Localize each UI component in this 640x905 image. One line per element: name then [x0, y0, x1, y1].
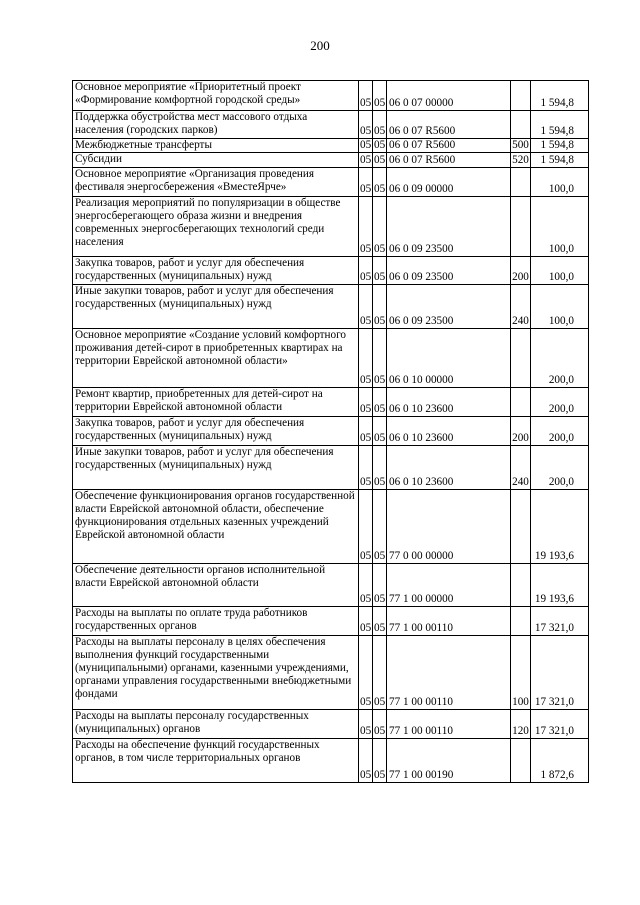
row-target-item-code-cell: 06 0 10 00000 — [387, 329, 511, 388]
row-subsection-code-cell: 05 — [373, 607, 387, 636]
row-expense-type-code-cell — [511, 607, 531, 636]
row-section-code-cell: 05 — [359, 111, 373, 139]
row-name-cell: Обеспечение деятельности органов исполнительной власти Еврейской автономной области — [73, 564, 359, 607]
table-row — [73, 710, 589, 739]
row-target-item-code-cell: 06 0 10 23600 — [387, 446, 511, 490]
table-row — [73, 490, 589, 564]
row-subsection-code-cell: 05 — [373, 446, 387, 490]
row-section-code-cell: 05 — [359, 636, 373, 710]
row-expense-type-code-cell — [511, 168, 531, 197]
row-target-item-code-cell: 77 1 00 00000 — [387, 564, 511, 607]
row-expense-type-code-cell — [511, 564, 531, 607]
row-subsection-code-cell: 05 — [373, 329, 387, 388]
row-section-code-cell: 05 — [359, 81, 373, 111]
row-name-cell: Закупка товаров, работ и услуг для обеспечения государственных (муниципальных) нужд — [73, 417, 359, 446]
row-name-cell: Основное мероприятие «Организация проведения фестиваля энергосбережения «ВместеЯрче» — [73, 168, 359, 197]
row-section-code-cell: 05 — [359, 446, 373, 490]
row-section-code-cell: 05 — [359, 564, 373, 607]
row-subsection-code-cell: 05 — [373, 739, 387, 783]
row-section-code-cell: 05 — [359, 168, 373, 197]
row-amount-cell: 200,0 — [531, 388, 589, 417]
table-row — [73, 607, 589, 636]
row-amount-cell: 100,0 — [531, 197, 589, 257]
row-target-item-code-cell: 77 0 00 00000 — [387, 490, 511, 564]
row-subsection-code-cell: 05 — [373, 417, 387, 446]
row-expense-type-code-cell: 240 — [511, 446, 531, 490]
row-name-cell: Расходы на выплаты персоналу в целях обеспечения выполнения функций государственными (муниципальными) органами, казенными учреждениями, органами управления государственными внебюджетными фондами — [73, 636, 359, 710]
row-expense-type-code-cell: 120 — [511, 710, 531, 739]
table-row — [73, 81, 589, 111]
table-row — [73, 446, 589, 490]
row-amount-cell: 17 321,0 — [531, 607, 589, 636]
row-section-code-cell: 05 — [359, 490, 373, 564]
table-row — [73, 417, 589, 446]
row-section-code-cell: 05 — [359, 329, 373, 388]
row-amount-cell: 100,0 — [531, 257, 589, 285]
row-target-item-code-cell: 06 0 09 00000 — [387, 168, 511, 197]
row-target-item-code-cell: 06 0 07 00000 — [387, 81, 511, 111]
row-name-cell: Расходы на выплаты персоналу государственных (муниципальных) органов — [73, 710, 359, 739]
row-amount-cell: 200,0 — [531, 329, 589, 388]
row-amount-cell: 200,0 — [531, 417, 589, 446]
table-row — [73, 329, 589, 388]
row-name-cell: Ремонт квартир, приобретенных для детей-сирот на территории Еврейской автономной области — [73, 388, 359, 417]
row-subsection-code-cell: 05 — [373, 636, 387, 710]
row-expense-type-code-cell — [511, 329, 531, 388]
row-expense-type-code-cell — [511, 388, 531, 417]
row-section-code-cell: 05 — [359, 285, 373, 329]
row-name-cell: Расходы на выплаты по оплате труда работников государственных органов — [73, 607, 359, 636]
row-name-cell: Закупка товаров, работ и услуг для обеспечения государственных (муниципальных) нужд — [73, 257, 359, 285]
table-row — [73, 111, 589, 139]
row-section-code-cell: 05 — [359, 388, 373, 417]
table-row — [73, 197, 589, 257]
row-subsection-code-cell: 05 — [373, 710, 387, 739]
row-section-code-cell: 05 — [359, 607, 373, 636]
row-subsection-code-cell: 05 — [373, 257, 387, 285]
row-subsection-code-cell: 05 — [373, 81, 387, 111]
row-target-item-code-cell: 06 0 09 23500 — [387, 285, 511, 329]
table-row — [73, 564, 589, 607]
row-section-code-cell: 05 — [359, 417, 373, 446]
table-row — [73, 636, 589, 710]
row-target-item-code-cell: 77 1 00 00110 — [387, 710, 511, 739]
row-expense-type-code-cell: 200 — [511, 417, 531, 446]
row-name-cell: Основное мероприятие «Создание условий комфортного проживания детей-сирот в приобретенных квартирах на территории Еврейской автономной области» — [73, 329, 359, 388]
row-target-item-code-cell: 77 1 00 00110 — [387, 607, 511, 636]
row-amount-cell: 1 872,6 — [531, 739, 589, 783]
row-section-code-cell: 05 — [359, 197, 373, 257]
row-subsection-code-cell: 05 — [373, 388, 387, 417]
row-subsection-code-cell: 05 — [373, 285, 387, 329]
table-row — [73, 139, 589, 153]
row-target-item-code-cell: 06 0 09 23500 — [387, 257, 511, 285]
row-subsection-code-cell: 05 — [373, 168, 387, 197]
row-expense-type-code-cell: 520 — [512, 154, 529, 166]
page-number: 200 — [310, 38, 330, 53]
row-target-item-code-cell: 06 0 07 R5600 — [387, 153, 511, 168]
row-subsection-code-cell: 05 — [373, 564, 387, 607]
row-expense-type-code-cell — [511, 490, 531, 564]
table-row — [73, 168, 589, 197]
row-section-code-cell: 05 — [360, 154, 372, 166]
row-name-cell: Поддержка обустройства мест массового отдыха населения (городских парков) — [73, 111, 359, 139]
row-amount-cell: 100,0 — [531, 168, 589, 197]
row-expense-type-code-cell: 240 — [511, 285, 531, 329]
row-amount-cell: 19 193,6 — [531, 490, 589, 564]
row-target-item-code-cell: 77 1 00 00110 — [387, 636, 511, 710]
row-name-cell: Основное мероприятие «Приоритетный проект «Формирование комфортной городской среды» — [73, 81, 359, 111]
table-row — [73, 153, 589, 168]
row-name-cell: Иные закупки товаров, работ и услуг для обеспечения государственных (муниципальных) нужд — [73, 446, 359, 490]
budget-table — [72, 80, 589, 783]
row-target-item-code-cell: 06 0 10 23600 — [387, 417, 511, 446]
row-expense-type-code-cell — [511, 197, 531, 257]
row-amount-cell: 17 321,0 — [531, 710, 589, 739]
row-amount-cell: 1 594,8 — [531, 111, 589, 139]
table-row — [73, 388, 589, 417]
row-subsection-code-cell: 05 — [374, 154, 386, 166]
row-section-code-cell: 05 — [359, 710, 373, 739]
row-name-cell: Межбюджетные трансферты — [73, 139, 359, 153]
row-target-item-code-cell: 06 0 07 R5600 — [387, 111, 511, 139]
row-amount-cell: 17 321,0 — [531, 636, 589, 710]
row-expense-type-code-cell — [511, 81, 531, 111]
row-target-item-code-cell: 06 0 07 R5600 — [387, 139, 511, 153]
table-row — [73, 285, 589, 329]
table-row — [73, 739, 589, 783]
budget-table-body — [73, 81, 589, 783]
row-amount-cell: 19 193,6 — [531, 564, 589, 607]
row-subsection-code-cell: 05 — [374, 139, 386, 151]
row-amount-cell: 1 594,8 — [531, 153, 589, 168]
row-expense-type-code-cell: 200 — [511, 257, 531, 285]
row-expense-type-code-cell: 100 — [511, 636, 531, 710]
row-name-cell: Обеспечение функционирования органов государственной власти Еврейской автономной области, обеспечение функционирования отдельных казенных учреждений Еврейской автономной области — [73, 490, 359, 564]
row-name-cell: Субсидии — [73, 153, 359, 168]
row-section-code-cell: 05 — [359, 257, 373, 285]
table-row — [73, 257, 589, 285]
row-target-item-code-cell: 77 1 00 00190 — [387, 739, 511, 783]
row-name-cell: Расходы на обеспечение функций государственных органов, в том числе территориальных органов — [73, 739, 359, 783]
row-subsection-code-cell: 05 — [373, 490, 387, 564]
row-subsection-code-cell: 05 — [373, 111, 387, 139]
row-name-cell: Реализация мероприятий по популяризации в обществе энергосберегающего образа жизни и внедрения современных энергосберегающих технологий среди населения — [73, 197, 359, 257]
row-section-code-cell: 05 — [359, 739, 373, 783]
row-target-item-code-cell: 06 0 10 23600 — [387, 388, 511, 417]
row-amount-cell: 1 594,8 — [531, 139, 589, 153]
row-amount-cell: 200,0 — [531, 446, 589, 490]
row-subsection-code-cell: 05 — [373, 197, 387, 257]
row-target-item-code-cell: 06 0 09 23500 — [387, 197, 511, 257]
row-amount-cell: 1 594,8 — [531, 81, 589, 111]
row-amount-cell: 100,0 — [531, 285, 589, 329]
row-expense-type-code-cell: 500 — [512, 139, 529, 151]
row-expense-type-code-cell — [511, 111, 531, 139]
row-expense-type-code-cell — [511, 739, 531, 783]
row-section-code-cell: 05 — [360, 139, 372, 151]
row-name-cell: Иные закупки товаров, работ и услуг для обеспечения государственных (муниципальных) нужд — [73, 285, 359, 329]
